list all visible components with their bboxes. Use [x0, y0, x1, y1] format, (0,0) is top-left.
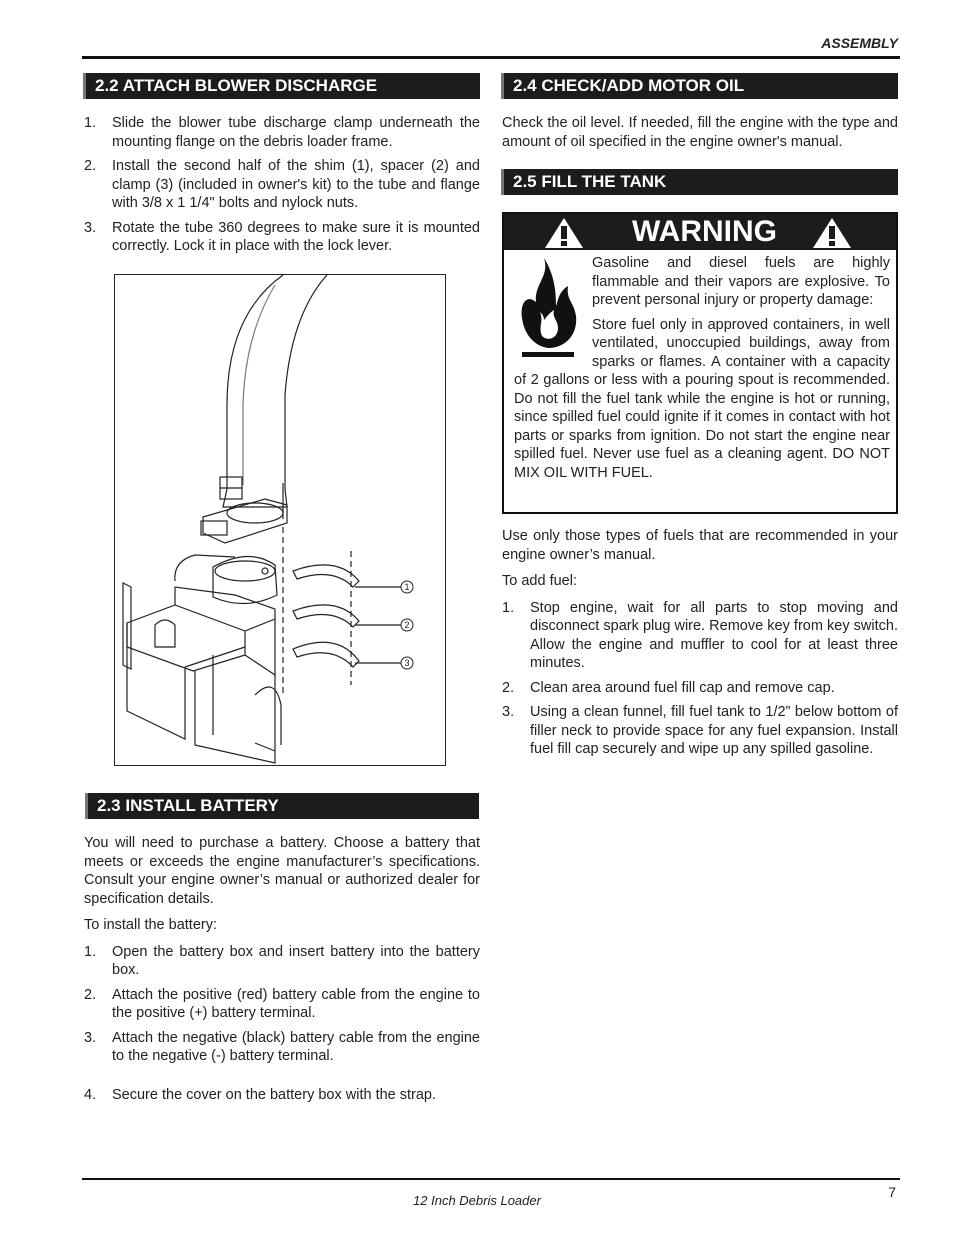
section-heading-text: 2.2 ATTACH BLOWER DISCHARGE	[95, 76, 378, 95]
footer-rule	[82, 1178, 900, 1180]
section-2-3-body	[84, 834, 480, 1110]
callout-label-1: 1	[404, 582, 410, 592]
blower-discharge-figure	[114, 274, 446, 766]
steps-list	[84, 114, 480, 256]
warning-title: WARNING	[632, 215, 777, 248]
battery-intro: You will need to purchase a battery. Choose a battery that meets or exceeds the engine manufacturer’s specifications. Consult your engine owner’s manual or authorized dealer for specification details.	[84, 835, 480, 907]
blower-discharge-drawing	[115, 275, 445, 765]
list-item: 1. Slide the blower tube discharge clamp underneath the mounting flange on the debris loader frame.	[84, 115, 480, 150]
list-item: 3. Using a clean funnel, fill fuel tank to 1/2” below bottom of filler neck to provide space for any fuel expansion. Install fuel fill cap securely and wipe up any spilled gasoline.	[502, 704, 898, 757]
fuel-type-text: Use only those types of fuels that are recommended in your engine owner’s manual.	[502, 528, 898, 563]
running-head: ASSEMBLY	[821, 35, 898, 51]
callout-label-3: 3	[404, 658, 410, 668]
section-heading-2-4	[501, 73, 898, 99]
section-heading-2-3	[85, 793, 479, 819]
section-2-5-body	[502, 527, 898, 765]
list-item: 4. Secure the cover on the battery box with the strap.	[84, 1086, 437, 1103]
warning-triangle-icon	[812, 217, 852, 249]
steps-list	[502, 599, 898, 759]
warning-paragraph-1: Gasoline and diesel fuels are highly flammable and their vapors are explosive. To prevent personal injury or property damage:	[592, 255, 890, 308]
section-2-4-body	[502, 114, 898, 159]
battery-lead: To install the battery:	[84, 917, 217, 933]
warning-paragraph-2: Store fuel only in approved containers, in well ventilated, unoccupied buildings, away from sparks or flames. A container with a capacity of 2 gallons or less with a pouring spout is recommended. Do not fill the fuel tank while the engine is hot or running, since spilled fuel could ignite if it comes in contact with hot parts or sparks from ignition. Do not start the engine near spilled fuel. Never use fuel as a cleaning agent. DO NOT MIX OIL WITH FUEL.	[514, 316, 890, 481]
section-heading-text: 2.4 CHECK/ADD MOTOR OIL	[513, 76, 745, 95]
list-item: 1. Open the battery box and insert battery into the battery box.	[84, 943, 480, 978]
list-item: 3. Attach the negative (black) battery cable from the engine to the negative (-) battery terminal.	[84, 1029, 480, 1064]
list-item: 2. Install the second half of the shim (1), spacer (2) and clamp (3) (included in owner's kit) to the tube and flange with 3/8 x 1 1/4" bolts and nylock nuts.	[84, 158, 480, 211]
section-2-2-body	[84, 114, 480, 262]
footer-title: 12 Inch Debris Loader	[413, 1193, 541, 1208]
warning-body	[514, 254, 890, 488]
flame-icon	[514, 256, 582, 360]
list-item: 3. Rotate the tube 360 degrees to make sure it is mounted correctly. Lock it in place with the lock lever.	[84, 219, 480, 254]
header-rule	[82, 56, 900, 59]
oil-text: Check the oil level. If needed, fill the engine with the type and amount of oil specified in the engine owner's manual.	[502, 115, 898, 150]
warning-triangle-icon	[544, 217, 584, 249]
steps-list	[84, 943, 480, 1105]
section-heading-text: 2.5 FILL THE TANK	[513, 172, 667, 191]
list-item: 2. Clean area around fuel fill cap and remove cap.	[502, 679, 835, 696]
list-item: 1. Stop engine, wait for all parts to stop moving and disconnect spark plug wire. Remove key from key switch. Allow the engine and muffler to cool for at least three minutes.	[502, 599, 898, 671]
page-number: 7	[888, 1184, 896, 1200]
list-item: 2. Attach the positive (red) battery cable from the engine to the positive (+) battery terminal.	[84, 986, 480, 1021]
fuel-lead: To add fuel:	[502, 573, 577, 589]
section-heading-2-2	[83, 73, 480, 99]
section-heading-text: 2.3 INSTALL BATTERY	[97, 796, 279, 815]
callout-label-2: 2	[404, 620, 410, 630]
warning-header	[504, 214, 896, 250]
section-heading-2-5	[501, 169, 898, 195]
fuel-warning-box	[502, 212, 898, 514]
